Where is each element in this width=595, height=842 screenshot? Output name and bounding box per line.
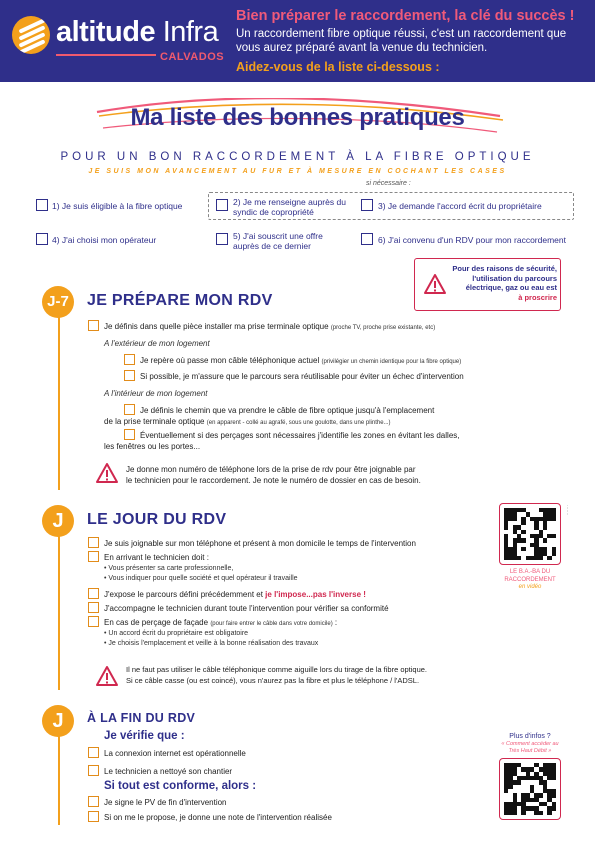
safety-warning-box [414, 258, 561, 311]
header-text: Un raccordement fibre optique réussi, c'est un raccordement que vous aurez préparé avant la venue du technicien. [236, 28, 567, 54]
warning-triangle-icon [95, 462, 119, 484]
s2-item-4: J'accompagne le technicien durant toute l'intervention pour vérifier sa conformité [104, 604, 389, 613]
s3-item-2-checkbox[interactable] [88, 765, 99, 776]
s1-item-4: Je définis le chemin que va prendre le câble de fibre optique jusqu'à l'emplacement [140, 406, 435, 415]
s2-item-3: J'expose le parcours défini précédemment et je l'impose...pas l'inverse ! [104, 590, 366, 599]
s1-item-5-checkbox[interactable] [124, 429, 135, 440]
section-1-badge: J-7 [42, 286, 74, 318]
qr-code-icon[interactable] [499, 503, 561, 565]
header-cta: Aidez-vous de la liste ci-dessous : [236, 60, 440, 74]
step-4-label: 4) J'ai choisi mon opérateur [52, 235, 157, 245]
step-3-label: 3) Je demande l'accord écrit du propriétaire [378, 201, 542, 211]
s1-item-1: Je définis dans quelle pièce installer ma prise terminale optique (proche TV, proche prise existante, etc) [104, 322, 436, 331]
header-banner [0, 0, 595, 82]
s2-item-2-checkbox[interactable] [88, 551, 99, 562]
s2-item-1-checkbox[interactable] [88, 537, 99, 548]
step-2-label: 2) Je me renseigne auprès du syndic de copropriété [233, 197, 346, 217]
s3-ok-heading: Si tout est conforme, alors : [104, 780, 257, 792]
warning-triangle-icon [95, 665, 119, 687]
section-2-title: LE JOUR DU RDV [87, 511, 227, 528]
section-1-timeline [58, 300, 60, 490]
s3-item-3: Je signe le PV de fin d'intervention [104, 798, 227, 807]
s2-item-3-checkbox[interactable] [88, 588, 99, 599]
s2-item-1: Je suis joignable sur mon téléphone et présent à mon domicile le temps de l'intervention [104, 539, 416, 548]
checklist-title: Ma liste des bonnes pratiques [130, 104, 465, 131]
s3-item-1-checkbox[interactable] [88, 747, 99, 758]
step-3-checkbox[interactable] [361, 199, 373, 211]
s2-item-2: En arrivant le technicien doit : [104, 553, 209, 562]
s1-exterior-heading: A l'extérieur de mon logement [104, 339, 210, 348]
section-2-badge: J [42, 505, 74, 537]
s1-item-5-continued: les fenêtres ou les portes... [104, 442, 201, 451]
step-1-checkbox[interactable] [36, 199, 48, 211]
s1-item-4-continued: de la prise terminale optique (en apparent - collé au agrafé, sous une goulotte, dans une plinthe...) [104, 417, 391, 426]
safety-warning-text: Pour des raisons de sécurité, l'utilisation du parcours électrique, gaz ou eau est à proscrire [452, 264, 557, 302]
s2-item-5: En cas de perçage de façade (pour faire entrer le câble dans votre domicile) : [104, 618, 338, 627]
s3-more-info: Plus d'infos ? « Comment accéder au Très Haut Débit » [501, 733, 559, 754]
section-3-title: À LA FIN DU RDV [87, 711, 196, 725]
s1-item-3-checkbox[interactable] [124, 370, 135, 381]
warning-triangle-icon [423, 273, 447, 295]
logo-underline [56, 54, 156, 56]
s3-item-4-checkbox[interactable] [88, 811, 99, 822]
step-2-checkbox[interactable] [216, 199, 228, 211]
s2-item-5-checkbox[interactable] [88, 616, 99, 627]
s2-item-5-bullets: • Un accord écrit du propriétaire est obligatoire • Je choisis l'emplacement et veille à la bonne réalisation des travaux [104, 630, 319, 647]
s1-interior-heading: A l'intérieur de mon logement [104, 389, 208, 398]
s1-item-3: Si possible, je m'assure que le parcours sera réutilisable pour éviter un échec d'intervention [140, 372, 464, 381]
section-2-timeline [58, 520, 60, 690]
s3-item-1: La connexion internet est opérationnelle [104, 749, 246, 758]
s1-item-1-checkbox[interactable] [88, 320, 99, 331]
s1-item-4-checkbox[interactable] [124, 404, 135, 415]
checklist-subtitle: POUR UN BON RACCORDEMENT À LA FIBRE OPTIQUE [60, 151, 535, 163]
step-6-label: 6) J'ai convenu d'un RDV pour mon raccordement [378, 235, 566, 245]
s3-check-heading: Je vérifie que : [104, 730, 185, 742]
s1-item-5: Éventuellement si des perçages sont nécessaires j'identifie les zones en évitant les dalles, [140, 431, 460, 440]
s3-item-2: Le technicien a nettoyé son chantier [104, 767, 233, 776]
s2-item-4-checkbox[interactable] [88, 602, 99, 613]
header-title: Bien préparer le raccordement, la clé du succès ! [236, 8, 575, 24]
section-3-badge: J [42, 705, 74, 737]
if-needed-label: si nécessaire : [366, 180, 411, 187]
s1-phone-note: Je donne mon numéro de téléphone lors de la prise de rdv pour être joignable par le technicien pour le raccordement. Je note le numéro de dossier en cas de besoin. [126, 465, 421, 485]
qr-side-text: ······· [565, 505, 570, 516]
qr-code-icon[interactable] [499, 758, 561, 820]
checklist-instruction: JE SUIS MON AVANCEMENT AU FUR ET À MESURE EN COCHANT LES CASES [88, 168, 507, 175]
altitude-infra-logo [10, 10, 232, 66]
s1-item-2-checkbox[interactable] [124, 354, 135, 365]
logo-wordmark: altitude Infra [56, 16, 219, 48]
s3-item-3-checkbox[interactable] [88, 796, 99, 807]
logo-region: CALVADOS [160, 51, 225, 63]
s3-item-4: Si on me le propose, je donne une note de l'intervention réalisée [104, 813, 332, 822]
section-1-title: JE PRÉPARE MON RDV [87, 292, 273, 309]
s2-phone-cable-note: Il ne faut pas utiliser le câble téléphonique comme aiguille lors du tirage de la fibre optique. Si ce câble casse (ou est coincé), vous n'aurez pas la fibre et plus le téléphone / l'ADSL. [126, 665, 428, 685]
step-5-label: 5) J'ai souscrit une offre auprès de ce dernier [233, 231, 323, 251]
section-3-timeline [58, 725, 60, 825]
step-1-label: 1) Je suis éligible à la fibre optique [52, 201, 183, 211]
s2-item-2-bullets: • Vous présenter sa carte professionnelle, • Vous indiquer pour quelle société et quel opérateur il travaille [104, 565, 298, 582]
step-6-checkbox[interactable] [361, 233, 373, 245]
step-4-checkbox[interactable] [36, 233, 48, 245]
step-5-checkbox[interactable] [216, 233, 228, 245]
logo-mark-icon [12, 16, 50, 54]
s2-qr-caption: LE B.A.-BA DU RACCORDEMENT en vidéo [504, 569, 556, 590]
s1-item-2: Je repère où passe mon câble téléphonique actuel (privilégier un chemin identique pour la fibre optique) [140, 356, 462, 365]
